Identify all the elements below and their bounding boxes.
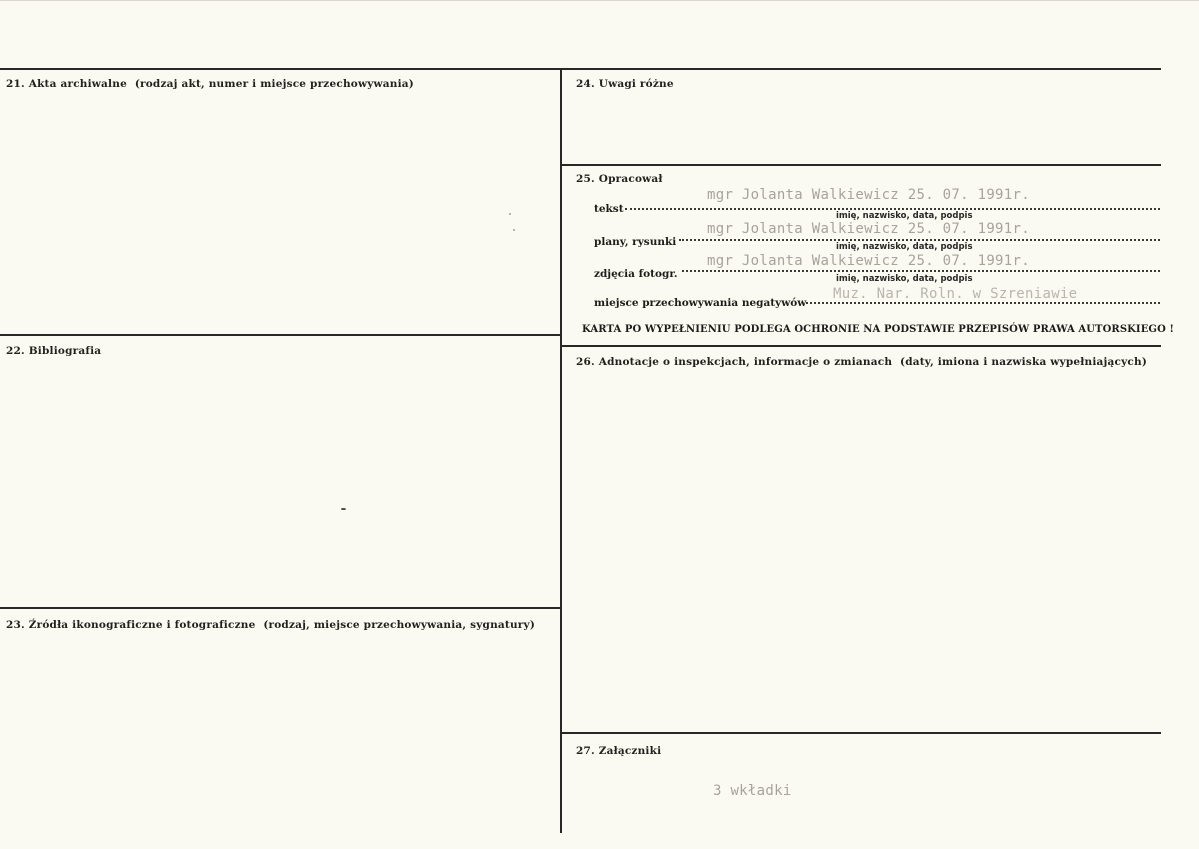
paper-speck <box>513 229 515 231</box>
row-zdjecia-caption: imię, nazwisko, data, podpis <box>836 274 973 284</box>
row-tekst-dotted-line <box>625 208 1160 210</box>
row-tekst-caption: imię, nazwisko, data, podpis <box>836 211 973 221</box>
paper-speck <box>341 508 346 510</box>
rule-25-26 <box>562 345 1161 347</box>
top-rule <box>0 68 1161 70</box>
row-negatywy-dotted-line <box>806 302 1160 304</box>
section-27-label: 27. Załączniki <box>576 745 662 757</box>
row-tekst-typed-value: mgr Jolanta Walkiewicz 25. 07. 1991r. <box>707 187 1030 203</box>
rule-24-25 <box>562 164 1161 166</box>
rule-22-23 <box>0 607 562 609</box>
row-plany-dotted-line <box>679 239 1160 241</box>
section-25-label: 25. Opracował <box>576 173 663 185</box>
row-zdjecia-dotted-line <box>682 270 1160 272</box>
section-23-title: 23. Źródła ikonograficzne i fotograficzne <box>6 619 256 631</box>
row-tekst-label: tekst <box>594 203 624 215</box>
section-21-title: 21. Akta archiwalne <box>6 78 127 90</box>
rule-26-27 <box>562 732 1161 734</box>
section-23-subtitle: (rodzaj, miejsce przechowywania, sygnatury) <box>263 619 535 631</box>
section-21-subtitle: (rodzaj akt, numer i miejsce przechowywania) <box>134 78 414 90</box>
section-21-label <box>6 78 414 90</box>
row-plany-label: plany, rysunki <box>594 236 677 248</box>
section-22-label: 22. Bibliografia <box>6 345 102 357</box>
paper-speck <box>509 213 511 215</box>
row-plany-typed-value: mgr Jolanta Walkiewicz 25. 07. 1991r. <box>707 221 1030 237</box>
row-zdjecia-label: zdjęcia fotogr. <box>594 268 678 280</box>
section-23-label <box>6 619 535 631</box>
rule-21-22 <box>0 334 562 336</box>
section-26-subtitle: (daty, imiona i nazwiska wypełniających) <box>900 356 1148 368</box>
section-24-label: 24. Uwagi różne <box>576 78 674 90</box>
row-negatywy-label: miejsce przechowywania negatywów <box>594 297 807 309</box>
center-divider <box>560 68 562 833</box>
row-plany-caption: imię, nazwisko, data, podpis <box>836 242 973 252</box>
copyright-notice: KARTA PO WYPEŁNIENIU PODLEGA OCHRONIE NA PODSTAWIE PRZEPISÓW PRAWA AUTORSKIEGO ! <box>582 324 1174 335</box>
row-zdjecia-typed-value: mgr Jolanta Walkiewicz 25. 07. 1991r. <box>707 253 1030 269</box>
section-26-title: 26. Adnotacje o inspekcjach, informacje o zmianach <box>576 356 893 368</box>
row-negatywy-typed-value: Muz. Nar. Roln. w Szreniawie <box>833 286 1078 302</box>
section-26-label <box>576 356 1147 368</box>
section-27-typed-value: 3 wkładki <box>713 783 792 799</box>
